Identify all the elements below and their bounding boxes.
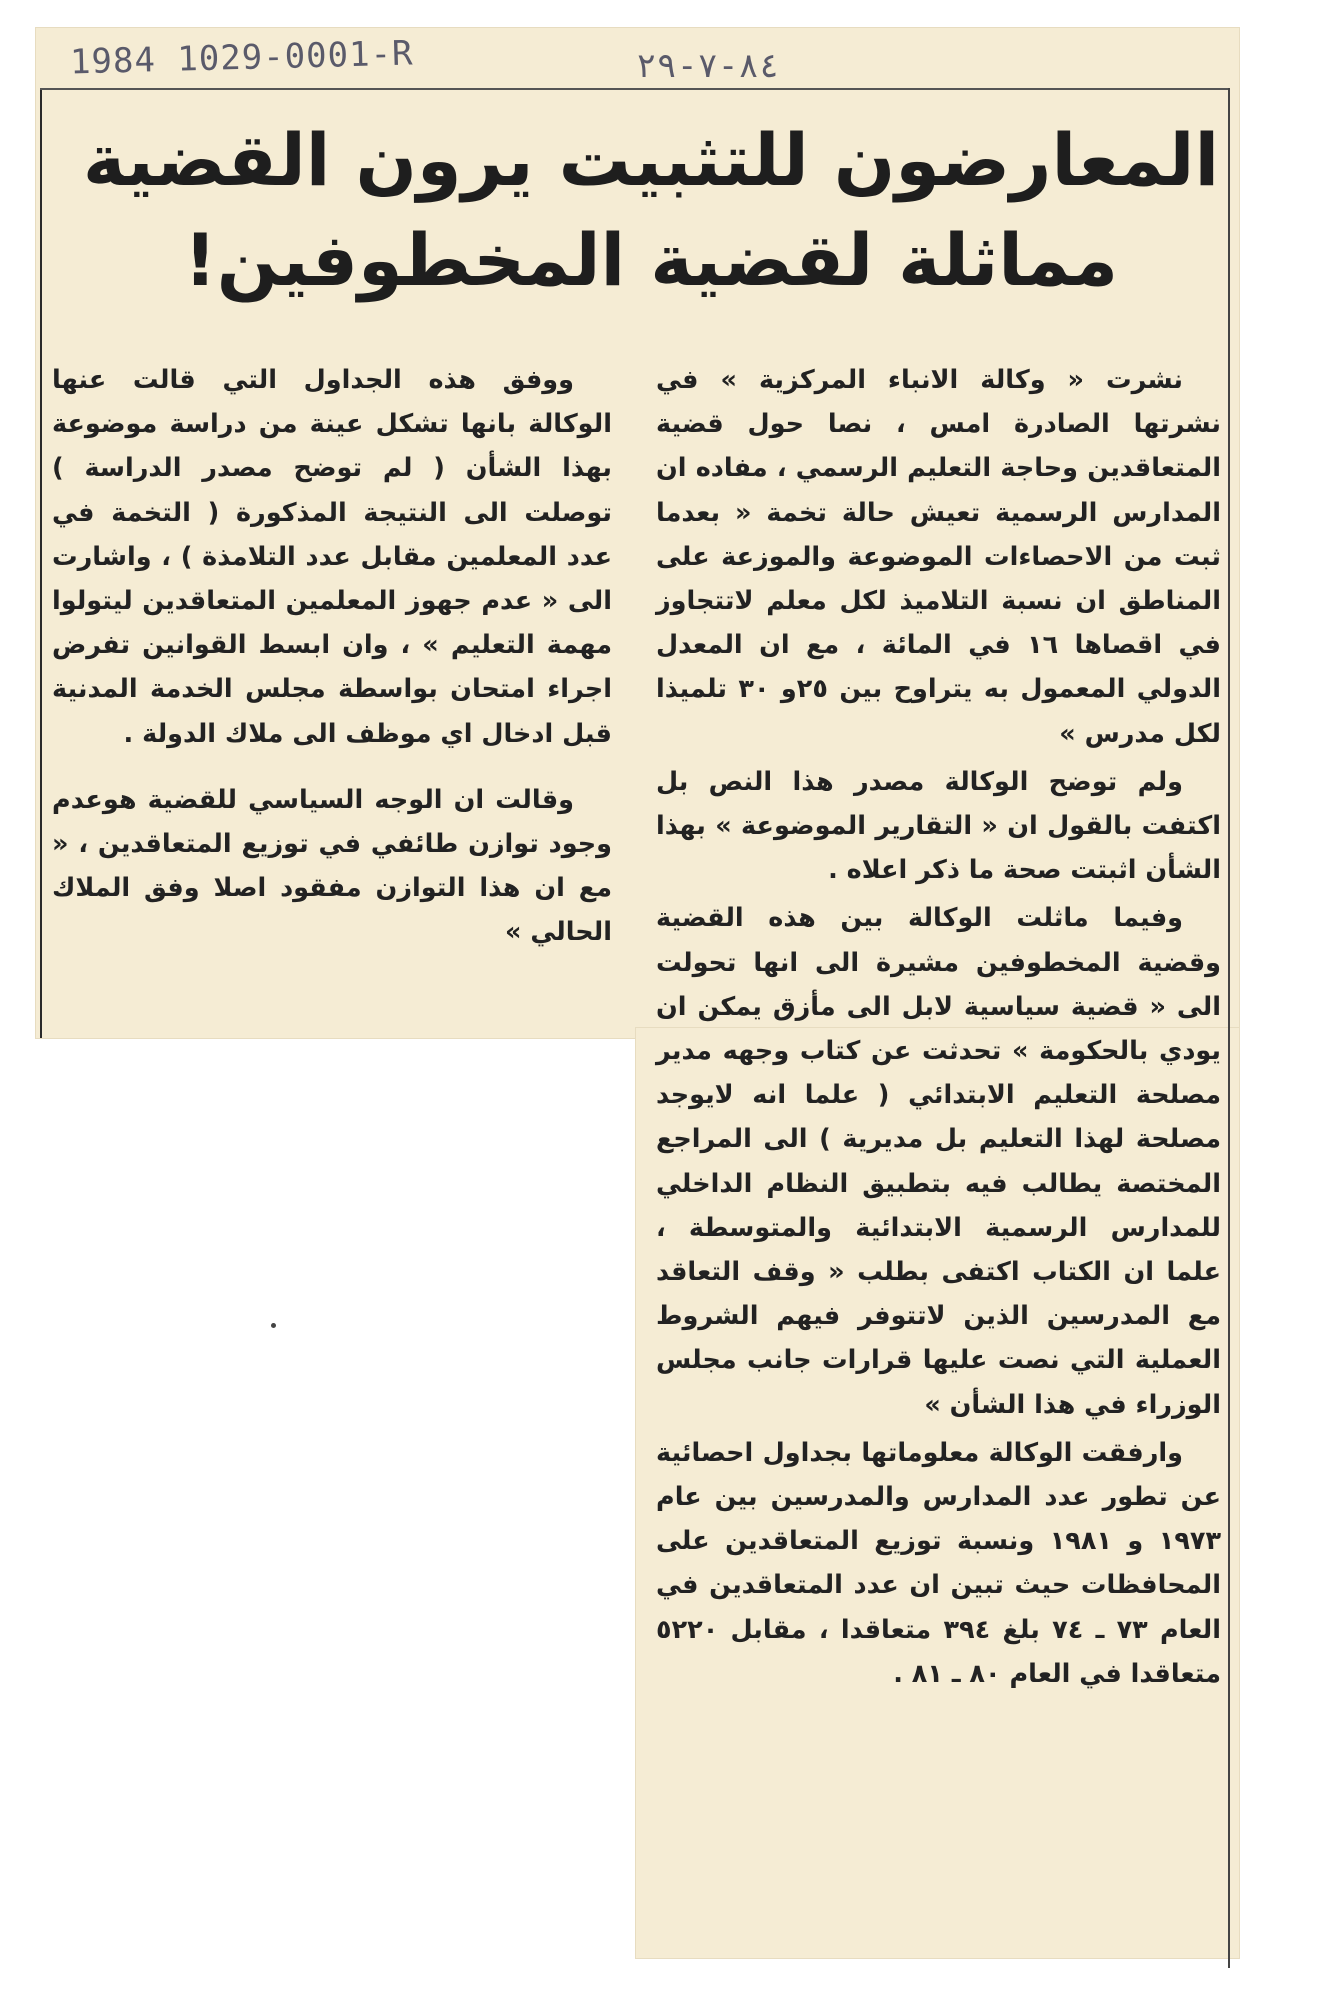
paper-speck — [271, 1323, 276, 1328]
article-right-column — [656, 358, 1221, 1696]
newspaper-clipping — [36, 28, 1239, 1958]
handwritten-archive-reference: 1984 1029-0001-R — [69, 33, 414, 83]
article-left-column — [52, 358, 612, 955]
headline-line-2: مماثلة لقضية المخطوفين! — [183, 218, 1119, 302]
paragraph: ولم توضح الوكالة مصدر هذا النص بل اكتفت بالقول ان « التقارير الموضوعة » بهذا الشأن اثبتت صحة ما ذكر اعلاه . — [656, 766, 1221, 886]
paragraph: وارفقت الوكالة معلوماتها بجداول احصائية عن تطور عدد المدارس والمدرسين بين عام ١٩٧٣ و ١٩٨١ ونسبة توزيع المتعاقدين على المحافظات حيث تبين ان عدد المتعاقدين في العام ٧٣ ـ ٧٤ بلغ ٣٩٤ متعاقدا ، مقابل ٥٢٢٠ متعاقدا في العام ٨٠ ـ ٨١ . — [656, 1437, 1222, 1689]
paragraph: نشرت « وكالة الانباء المركزية » في نشرتها الصادرة امس ، نصا حول قضية المتعاقدين وحاجة التعليم الرسمي ، مفاده ان المدارس الرسمية تعيش حالة تخمة « بعدما ثبت من الاحصاءات الموضوعة والموزعة على المناطق ان نسبة التلاميذ لكل معلم لاتتجاوز في اقصاها ١٦ في المائة ، مع ان المعدل الدولي المعمول به يتراوح بين ٢٥و ٣٠ تلميذا لكل مدرس » — [656, 365, 1222, 749]
right-border-rule — [1228, 88, 1230, 1968]
paragraph: وقالت ان الوجه السياسي للقضية هوعدم وجود توازن طائفي في توزيع المتعاقدين ، « مع ان هذا التوازن مفقود اصلا وفق الملاك الحالي » — [52, 784, 612, 948]
headline-line-1: المعارضون للتثبيت يرون القضية — [82, 118, 1220, 202]
paragraph: ووفق هذه الجداول التي قالت عنها الوكالة بانها تشكل عينة من دراسة موضوعة بهذا الشأن ( لم توضح مصدر الدراسة ) توصلت الى النتيجة المذكورة ( التخمة في عدد المعلمين مقابل عدد التلامذة ) ، واشارت الى « عدم جهوز المعلمين المتعاقدين ليتولوا مهمة التعليم » ، وان ابسط القوانين تفرض اجراء امتحان بواسطة مجلس الخدمة المدنية قبل ادخال اي موظف الى ملاك الدولة . — [52, 365, 612, 749]
paragraph: وفيما ماثلت الوكالة بين هذه القضية وقضية المخطوفين مشيرة الى انها تحولت الى « قضية سياسية لابل الى مأزق يمكن ان يودي بالحكومة » تحدثت عن كتاب وجهه مدير مصلحة التعليم الابتدائي ( علما انه لايوجد مصلحة لهذا التعليم بل مديرية ) الى المراجع المختصة يطالب فيه بتطبيق النظام الداخلي للمدارس الرسمية الابتدائية والمتوسطة ، علما ان الكتاب اكتفى بطلب « وقف التعاقد مع المدرسين الذين لاتتوفر فيهم الشروط العملية التي نصت عليها قرارات جانب مجلس الوزراء في هذا الشأن » — [656, 903, 1221, 1420]
left-border-rule — [40, 88, 42, 1038]
handwritten-date: ٨٤-٧-٢٩ — [636, 46, 780, 86]
top-rule — [40, 88, 1230, 90]
